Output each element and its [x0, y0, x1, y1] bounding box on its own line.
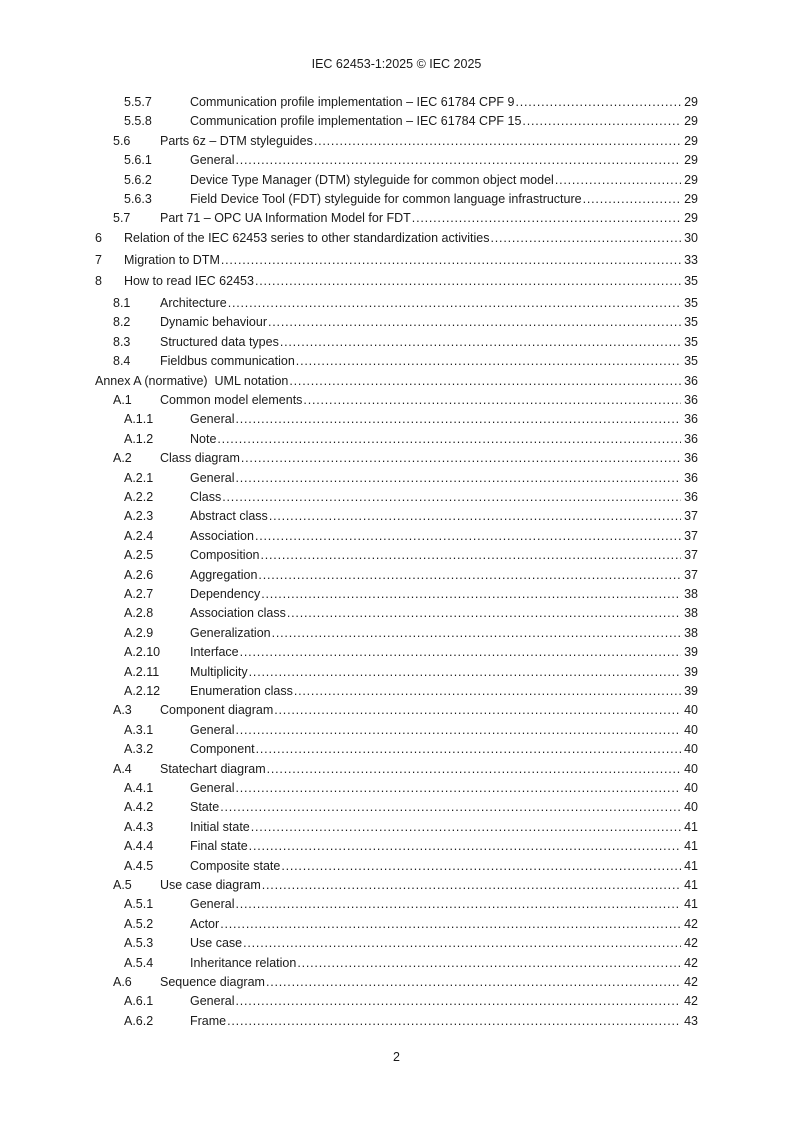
toc-entry-page: 42 — [684, 994, 698, 1009]
toc-entry-page: 42 — [684, 955, 698, 970]
toc-entry[interactable] — [0, 934, 793, 953]
toc-entry-title: How to read IEC 62453 — [124, 274, 254, 289]
toc-entry-number: A.2.7 — [124, 586, 154, 601]
toc-leader-dots — [222, 488, 681, 507]
toc-entry-page: 33 — [684, 252, 698, 267]
toc-leader-dots — [491, 229, 682, 248]
toc-entry-page: 29 — [684, 153, 698, 168]
toc-entry-title: General — [190, 412, 235, 427]
toc-entry-number: A.1.2 — [124, 431, 154, 446]
toc-entry-title: Dynamic behaviour — [160, 315, 267, 330]
toc-entry-title: Relation of the IEC 62453 series to other standardization activities — [124, 230, 490, 245]
toc-leader-dots — [221, 251, 681, 270]
toc-entry[interactable] — [0, 449, 793, 468]
toc-entry[interactable] — [0, 992, 793, 1011]
toc-entry-title: Multiplicity — [190, 664, 248, 679]
toc-entry-page: 37 — [684, 528, 698, 543]
toc-leader-dots — [243, 934, 681, 953]
toc-entry-number: A.2.6 — [124, 567, 154, 582]
toc-leader-dots — [280, 333, 681, 352]
toc-entry[interactable] — [0, 294, 793, 313]
toc-leader-dots — [261, 585, 681, 604]
toc-entry-page: 41 — [684, 897, 698, 912]
toc-leader-dots — [235, 151, 681, 170]
toc-leader-dots — [303, 391, 681, 410]
toc-entry-page: 29 — [684, 114, 698, 129]
toc-entry-page: 36 — [684, 431, 698, 446]
toc-entry-page: 40 — [684, 761, 698, 776]
toc-entry-number: A.2.9 — [124, 625, 154, 640]
toc-leader-dots — [249, 663, 681, 682]
toc-entry-title: Statechart diagram — [160, 761, 266, 776]
toc-entry-page: 40 — [684, 742, 698, 757]
toc-entry-number: A.2.2 — [124, 489, 154, 504]
toc-entry[interactable] — [0, 333, 793, 352]
toc-entry-number: A.2 — [113, 451, 132, 466]
toc-entry[interactable] — [0, 209, 793, 228]
toc-entry[interactable] — [0, 93, 793, 112]
toc-entry-number: A.1.1 — [124, 412, 154, 427]
toc-entry-number: A.5.4 — [124, 955, 154, 970]
toc-entry-title: Structured data types — [160, 334, 279, 349]
toc-leader-dots — [583, 190, 681, 209]
toc-entry-title: Generalization — [190, 625, 271, 640]
toc-entry-title: Association — [190, 528, 254, 543]
toc-entry-title: Aggregation — [190, 567, 258, 582]
toc-entry-title: General — [190, 994, 235, 1009]
toc-entry[interactable] — [0, 624, 793, 643]
toc-entry-number: 5.6 — [113, 133, 131, 148]
page-number: 2 — [393, 1050, 400, 1064]
toc-leader-dots — [260, 546, 681, 565]
toc-entry-title: Enumeration class — [190, 683, 293, 698]
toc-entry-number: A.4.4 — [124, 839, 154, 854]
toc-entry-number: 5.5.7 — [124, 95, 152, 109]
toc-entry[interactable] — [0, 430, 793, 449]
toc-entry-title: Composition — [190, 548, 260, 563]
toc-leader-dots — [220, 915, 681, 934]
toc-entry-title: Fieldbus communication — [160, 354, 295, 369]
toc-entry-number: A.5.1 — [124, 897, 154, 912]
toc-leader-dots — [412, 209, 681, 228]
toc-entry-number: 5.6.3 — [124, 192, 152, 206]
toc-entry-page: 38 — [684, 625, 698, 640]
toc-leader-dots — [266, 973, 681, 992]
toc-entry-page: 40 — [684, 722, 698, 737]
toc-entry[interactable] — [0, 527, 793, 546]
toc-entry-number: 8.1 — [113, 295, 131, 310]
toc-entry-page: 42 — [684, 974, 698, 989]
toc-entry-page: 38 — [684, 586, 698, 601]
toc-entry-page: 36 — [684, 373, 698, 388]
toc-entry-number: 5.6.2 — [124, 172, 152, 187]
toc-entry-page: 35 — [684, 315, 698, 330]
toc-entry-title: General — [190, 897, 235, 912]
toc-entry-number: A.2.5 — [124, 548, 154, 563]
toc-entry[interactable] — [0, 954, 793, 973]
toc-entry[interactable] — [0, 546, 793, 565]
toc-entry-title: Annex A (normative) UML notation — [95, 373, 289, 388]
toc-leader-dots — [555, 171, 681, 190]
toc-entry-number: A.3.1 — [124, 722, 154, 737]
toc-entry[interactable] — [0, 507, 793, 526]
toc-leader-dots — [267, 760, 681, 779]
toc-entry[interactable] — [0, 895, 793, 914]
toc-entry-title: Communication profile implementation – IEC 61784 CPF 15 — [190, 114, 522, 129]
toc-leader-dots — [235, 992, 681, 1011]
toc-entry-page: 40 — [684, 780, 698, 795]
toc-entry-page: 29 — [684, 95, 698, 109]
toc-entry[interactable] — [0, 837, 793, 856]
toc-leader-dots — [522, 112, 681, 131]
toc-entry-title: Interface — [190, 645, 239, 660]
toc-entry[interactable] — [0, 760, 793, 779]
toc-entry-page: 41 — [684, 858, 698, 873]
toc-entry-page: 41 — [684, 839, 698, 854]
toc-entry-page: 40 — [684, 703, 698, 718]
toc-leader-dots — [294, 682, 681, 701]
toc-entry-title: General — [190, 470, 235, 485]
toc-entry-title: Architecture — [160, 295, 227, 310]
toc-entry-page: 42 — [684, 936, 698, 951]
toc-entry-title: Component diagram — [160, 703, 274, 718]
toc-entry-number: 8.4 — [113, 354, 131, 369]
toc-entry-page: 39 — [684, 664, 698, 679]
toc-entry[interactable] — [0, 721, 793, 740]
toc-entry-page: 39 — [684, 645, 698, 660]
toc-entry-page: 29 — [684, 192, 698, 206]
toc-entry[interactable] — [0, 973, 793, 992]
toc-entry-number: 5.5.8 — [124, 114, 152, 129]
toc-entry[interactable] — [0, 352, 793, 371]
toc-entry-page: 39 — [684, 683, 698, 698]
toc-entry-page: 36 — [684, 412, 698, 427]
toc-entry[interactable] — [0, 190, 793, 209]
toc-entry-page: 37 — [684, 567, 698, 582]
toc-leader-dots — [258, 566, 681, 585]
toc-entry-title: Inheritance relation — [190, 955, 297, 970]
toc-leader-dots — [268, 313, 681, 332]
toc-entry-title: Class — [190, 489, 222, 504]
toc-entry-title: Device Type Manager (DTM) styleguide for common object model — [190, 172, 554, 187]
toc-entry-page: 35 — [684, 334, 698, 349]
toc-entry-title: Common model elements — [160, 392, 303, 407]
toc-entry[interactable] — [0, 857, 793, 876]
toc-entry[interactable] — [0, 915, 793, 934]
toc-entry-number: A.6.2 — [124, 1013, 154, 1028]
toc-entry[interactable] — [0, 151, 793, 170]
toc-entry-number: A.6.1 — [124, 994, 154, 1009]
toc-entry-page: 36 — [684, 451, 698, 466]
toc-leader-dots — [235, 469, 681, 488]
toc-entry-title: General — [190, 153, 235, 168]
toc-entry[interactable] — [0, 372, 793, 391]
toc-entry-number: A.3 — [113, 703, 132, 718]
toc-entry[interactable] — [0, 798, 793, 817]
toc-entry-number: 8.3 — [113, 334, 131, 349]
toc-entry-page: 43 — [684, 1013, 698, 1028]
toc-leader-dots — [255, 272, 681, 291]
toc-entry-number: A.4.3 — [124, 819, 154, 834]
toc-entry-number: A.5.2 — [124, 916, 154, 931]
toc-entry-number: 5.6.1 — [124, 153, 152, 168]
toc-entry[interactable] — [0, 643, 793, 662]
toc-entry-title: Parts 6z – DTM styleguides — [160, 133, 313, 148]
toc-entry-number: A.4.2 — [124, 800, 154, 815]
toc-entry-number: A.2.11 — [124, 664, 160, 679]
toc-entry-page: 35 — [684, 295, 698, 310]
toc-entry-number: A.2.12 — [124, 683, 161, 698]
toc-entry[interactable] — [0, 682, 793, 701]
toc-entry[interactable] — [0, 488, 793, 507]
toc-leader-dots — [220, 798, 681, 817]
toc-leader-dots — [274, 701, 681, 720]
toc-leader-dots — [297, 954, 681, 973]
toc-entry-title: General — [190, 722, 235, 737]
toc-entry-title: Frame — [190, 1013, 227, 1028]
toc-entry-title: Sequence diagram — [160, 974, 265, 989]
toc-entry-page: 37 — [684, 509, 698, 524]
toc-entry-page: 36 — [684, 392, 698, 407]
toc-entry-title: General — [190, 780, 235, 795]
toc-leader-dots — [235, 721, 681, 740]
toc-leader-dots — [228, 294, 681, 313]
toc-entry[interactable] — [0, 566, 793, 585]
toc-entry[interactable] — [0, 112, 793, 131]
toc-leader-dots — [281, 857, 681, 876]
page-header: IEC 62453-1:2025 © IEC 2025 — [311, 57, 482, 71]
toc-entry-number: 5.7 — [113, 211, 131, 226]
toc-entry[interactable] — [0, 876, 793, 895]
toc-leader-dots — [251, 818, 681, 837]
toc-entry-title: Note — [190, 431, 217, 446]
toc-entry-number: A.5 — [113, 877, 132, 892]
toc-leader-dots — [227, 1012, 681, 1031]
toc-entry-number: A.3.2 — [124, 742, 154, 757]
toc-entry-number: 6 — [95, 230, 102, 245]
toc-leader-dots — [256, 740, 681, 759]
toc-entry[interactable] — [0, 313, 793, 332]
toc-entry[interactable] — [0, 779, 793, 798]
toc-leader-dots — [235, 779, 681, 798]
toc-entry[interactable] — [0, 701, 793, 720]
toc-entry-title: Use case diagram — [160, 877, 261, 892]
toc-entry-page: 30 — [684, 230, 698, 245]
toc-entry[interactable] — [0, 663, 793, 682]
toc-leader-dots — [287, 604, 681, 623]
toc-entry-title: Migration to DTM — [124, 252, 220, 267]
toc-entry-page: 29 — [684, 211, 698, 226]
toc-entry[interactable] — [0, 251, 793, 270]
toc-leader-dots — [515, 93, 681, 112]
toc-entry-title: Actor — [190, 916, 220, 931]
toc-entry-title: Class diagram — [160, 451, 240, 466]
toc-leader-dots — [235, 410, 681, 429]
toc-entry-page: 35 — [684, 274, 698, 289]
toc-entry-number: A.2.10 — [124, 645, 161, 660]
toc-entry-number: A.4 — [113, 761, 132, 776]
toc-leader-dots — [255, 527, 681, 546]
toc-entry-title: Part 71 – OPC UA Information Model for FDT — [160, 211, 411, 226]
toc-entry[interactable] — [0, 171, 793, 190]
toc-entry-number: A.4.5 — [124, 858, 154, 873]
toc-entry-page: 41 — [684, 819, 698, 834]
toc-entry-page: 29 — [684, 172, 698, 187]
toc-entry-title: Component — [190, 742, 255, 757]
toc-entry[interactable] — [0, 229, 793, 248]
toc-entry[interactable] — [0, 740, 793, 759]
toc-entry-title: Communication profile implementation – IEC 61784 CPF 9 — [190, 95, 515, 109]
toc-entry[interactable] — [0, 272, 793, 291]
toc-entry-page: 40 — [684, 800, 698, 815]
toc-entry-title: Final state — [190, 839, 248, 854]
toc-entry-page: 36 — [684, 489, 698, 504]
toc-entry[interactable] — [0, 469, 793, 488]
toc-leader-dots — [235, 895, 681, 914]
toc-entry-title: Dependency — [190, 586, 261, 601]
toc-entry-number: A.2.8 — [124, 606, 154, 621]
toc-entry-page: 42 — [684, 916, 698, 931]
toc-entry-page: 29 — [684, 133, 698, 148]
toc-leader-dots — [289, 372, 681, 391]
toc-leader-dots — [241, 449, 681, 468]
toc-entry-number: A.1 — [113, 392, 132, 407]
toc-entry-title: Field Device Tool (FDT) styleguide for common language infrastructure — [190, 192, 582, 206]
toc-leader-dots — [249, 837, 681, 856]
toc-entry-title: State — [190, 800, 220, 815]
toc-entry-number: A.2.4 — [124, 528, 154, 543]
toc-entry-number: A.5.3 — [124, 936, 154, 951]
toc-entry-page: 35 — [684, 354, 698, 369]
toc-entry-title: Association class — [190, 606, 286, 621]
toc-leader-dots — [240, 643, 681, 662]
toc-entry-number: 8.2 — [113, 315, 131, 330]
toc-leader-dots — [262, 876, 681, 895]
toc-entry[interactable] — [0, 1012, 793, 1031]
toc-entry-page: 41 — [684, 877, 698, 892]
toc-entry-page: 37 — [684, 548, 698, 563]
toc-entry-number: 7 — [95, 252, 102, 267]
toc-entry-title: Abstract class — [190, 509, 268, 524]
toc-entry-title: Initial state — [190, 819, 250, 834]
toc-entry[interactable] — [0, 132, 793, 151]
toc-leader-dots — [269, 507, 681, 526]
toc-entry[interactable] — [0, 410, 793, 429]
toc-entry[interactable] — [0, 818, 793, 837]
toc-entry-title: Use case — [190, 936, 243, 951]
toc-entry-number: A.2.1 — [124, 470, 154, 485]
toc-entry-title: Composite state — [190, 858, 281, 873]
toc-entry[interactable] — [0, 604, 793, 623]
toc-entry[interactable] — [0, 585, 793, 604]
toc-entry[interactable] — [0, 391, 793, 410]
toc-entry-page: 36 — [684, 470, 698, 485]
toc-leader-dots — [314, 132, 681, 151]
toc-leader-dots — [272, 624, 681, 643]
toc-entry-number: A.6 — [113, 974, 132, 989]
toc-entry-number: 8 — [95, 274, 102, 289]
toc-leader-dots — [296, 352, 681, 371]
toc-entry-page: 38 — [684, 606, 698, 621]
toc-leader-dots — [217, 430, 681, 449]
toc-entry-number: A.4.1 — [124, 780, 154, 795]
toc-entry-number: A.2.3 — [124, 509, 154, 524]
